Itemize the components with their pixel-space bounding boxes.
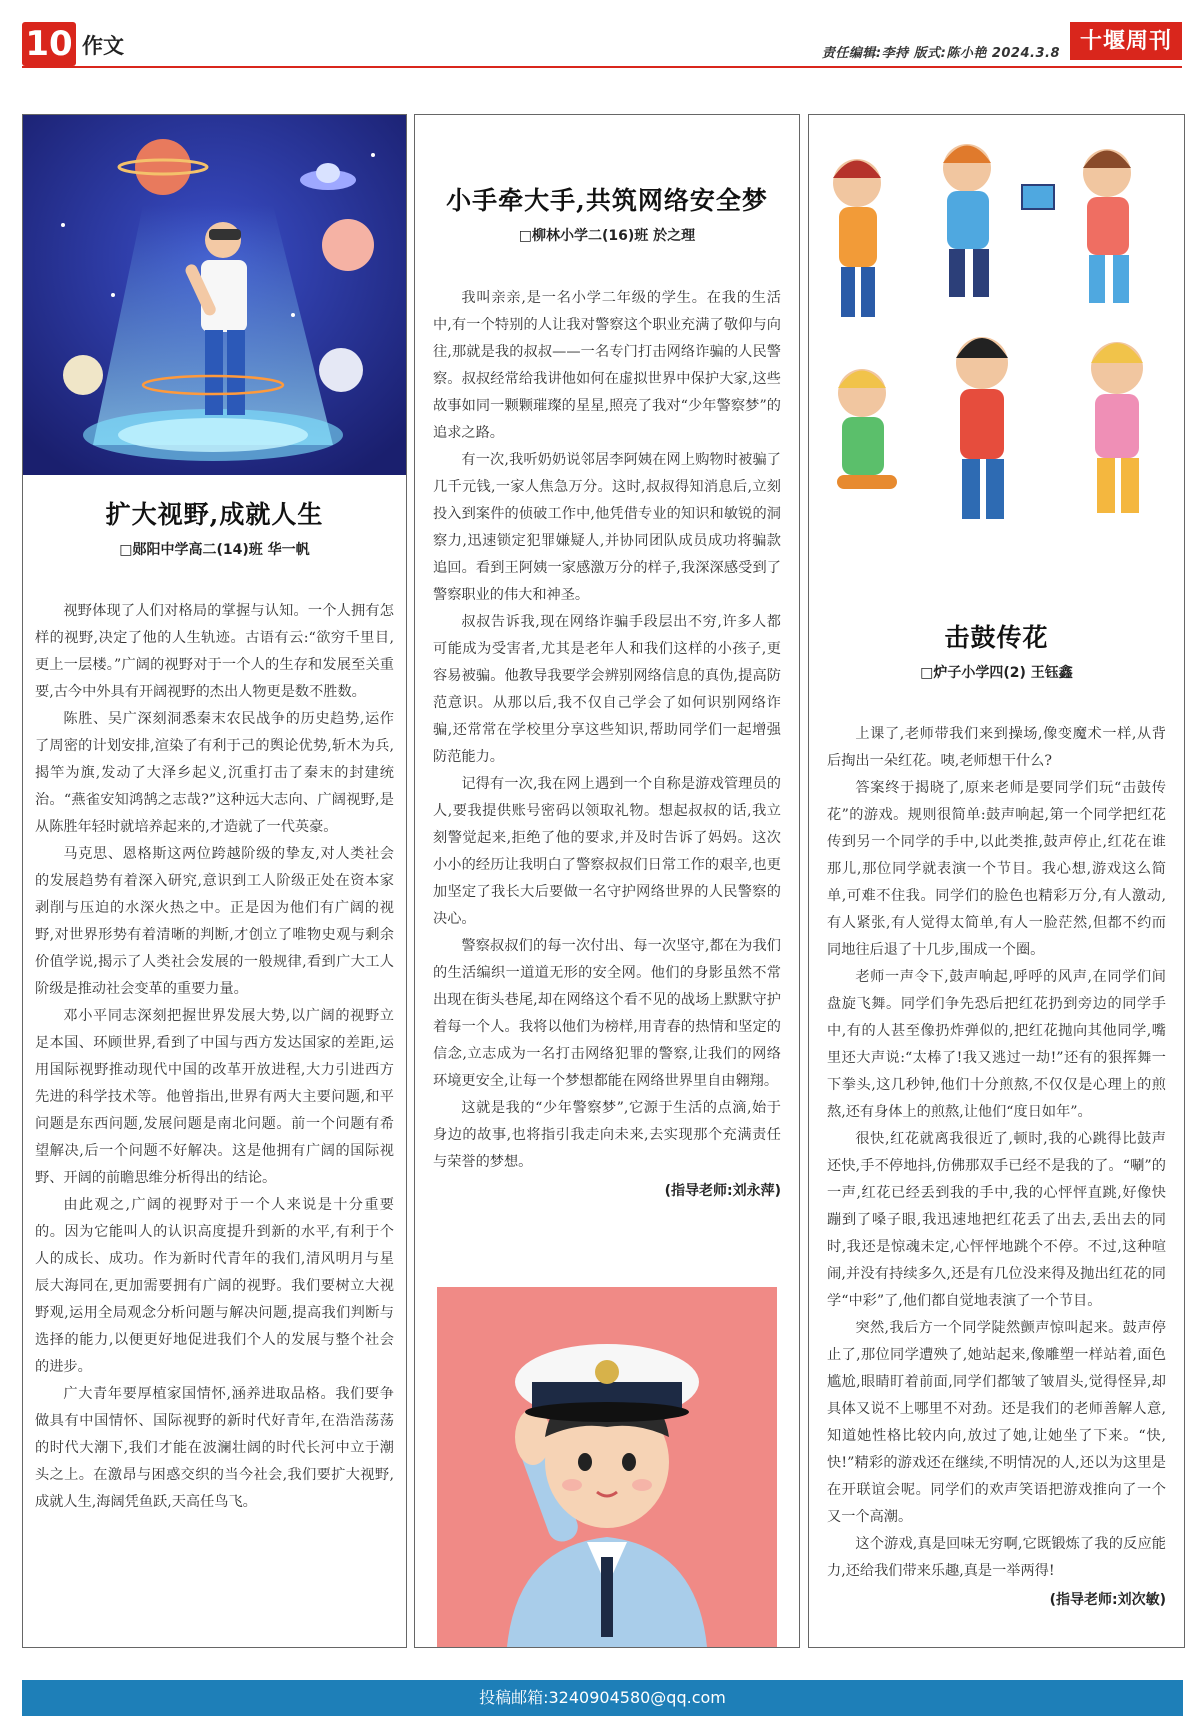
- article3-byline: □炉子小学四(2) 王钰鑫: [920, 665, 1073, 681]
- article-column-2: [414, 114, 800, 1648]
- article1-header: [23, 495, 406, 559]
- submission-email[interactable]: 投稿邮箱:3240904580@qq.com: [479, 1688, 726, 1707]
- article2-teacher: (指导老师:刘永萍): [664, 1183, 781, 1199]
- header-rule: [22, 66, 1182, 68]
- paragraph: 这个游戏,真是回味无穷啊,它既锻炼了我的反应能力,还给我们带来乐趣,真是一举两得!: [827, 1536, 1166, 1579]
- article1-title: 扩大视野,成就人生: [105, 500, 324, 529]
- paragraph: 警察叔叔们的每一次付出、每一次坚守,都在为我们的生活编织一道道无形的安全网。他们的身影虽然不常出现在街头巷尾,却在网络这个看不见的战场上默默守护着每一个人。我将以他们为榜样,用青春的热情和坚定的信念,立志成为一名打击网络犯罪的警察,让我们的网络环境更安全,让每一个梦想都能在网络世界里自由翱翔。: [433, 938, 781, 1089]
- children-game-illustration: [817, 123, 1175, 573]
- article2-body: [433, 285, 781, 1200]
- article2-title: 小手牵大手,共筑网络安全梦: [446, 186, 768, 215]
- paragraph: 我叫亲亲,是一名小学二年级的学生。在我的生活中,有一个特别的人让我对警察这个职业充满了敬仰与向往,那就是我的叔叔——一名专门打击网络诈骗的人民警察。叔叔经常给我讲他如何在虚拟世界中保护大家,这些故事如同一颗颗璀璨的星星,照亮了我对“少年警察梦”的追求之路。: [433, 290, 781, 441]
- article1-body: [35, 598, 394, 1516]
- article1-byline: □郧阳中学高二(14)班 华一帆: [119, 542, 310, 558]
- police-boy-illustration: [437, 1287, 777, 1647]
- article3-title: 击鼓传花: [944, 623, 1049, 652]
- paragraph: 这就是我的“少年警察梦”,它源于生活的点滴,始于身边的故事,也将指引我走向未来,去实现那个充满责任与荣誉的梦想。: [433, 1100, 781, 1170]
- paragraph: 答案终于揭晓了,原来老师是要同学们玩“击鼓传花”的游戏。规则很简单:鼓声响起,第一个同学把红花传到另一个同学的手中,以此类推,鼓声停止,红花在谁那儿,那位同学就表演一个节目。我心想,游戏这么简单,可难不住我。同学们的脸色也精彩万分,有人激动,有人紧张,有人觉得太简单,有人一脸茫然,但都不约而同地往后退了十几步,围成一个圈。: [827, 780, 1166, 958]
- paragraph: 记得有一次,我在网上遇到一个自称是游戏管理员的人,要我提供账号密码以领取礼物。想起叔叔的话,我立刻警觉起来,拒绝了他的要求,并及时告诉了妈妈。这次小小的经历让我明白了警察叔叔们日常工作的艰辛,也更加坚定了我长大后要做一名守护网络世界的人民警察的决心。: [433, 776, 781, 927]
- paragraph: 视野体现了人们对格局的掌握与认知。一个人拥有怎样的视野,决定了他的人生轨迹。古语有云:“欲穷千里目,更上一层楼。”广阔的视野对于一个人的生存和发展至关重要,古今中外具有开阔视野的杰出人物更是数不胜数。: [35, 603, 394, 700]
- article3-header: [809, 618, 1184, 682]
- paragraph: 陈胜、吴广深刻洞悉秦末农民战争的历史趋势,运作了周密的计划安排,渲染了有利于己的舆论优势,斩木为兵,揭竿为旗,发动了大泽乡起义,沉重打击了秦末的封建统治。“燕雀安知鸿鹄之志哉?”这种远大志向、广阔视野,是从陈胜年轻时就培养起来的,才造就了一代英豪。: [35, 711, 394, 835]
- section-label: 作文: [82, 34, 124, 58]
- footer-bar: [22, 1680, 1183, 1716]
- vr-boy-illustration: [23, 115, 406, 475]
- article2-byline: □柳林小学二(16)班 於之理: [518, 228, 696, 244]
- paragraph: 上课了,老师带我们来到操场,像变魔术一样,从背后掏出一朵红花。咦,老师想干什么?: [827, 726, 1166, 769]
- paragraph: 有一次,我听奶奶说邻居李阿姨在网上购物时被骗了几千元钱,一家人焦急万分。这时,叔叔得知消息后,立刻投入到案件的侦破工作中,他凭借专业的知识和敏锐的洞察力,迅速锁定犯罪嫌疑人,并协同团队成员成功将骗款追回。看到王阿姨一家感激万分的样子,我深深感受到了警察职业的伟大和神圣。: [433, 452, 781, 603]
- page-number: 10: [22, 22, 76, 66]
- paragraph: 邓小平同志深刻把握世界发展大势,以广阔的视野立足本国、环顾世界,看到了中国与西方发达国家的差距,运用国际视野推动现代中国的改革开放进程,大力引进西方先进的科学技术等。他曾指出,世界有两大主要问题,和平问题是东西问题,发展问题是南北问题。前一个问题有希望解决,后一个问题不好解决。这是他拥有广阔的国际视野、开阔的前瞻思维分析得出的结论。: [35, 1008, 394, 1186]
- article-column-1: [22, 114, 407, 1648]
- paragraph: 叔叔告诉我,现在网络诈骗手段层出不穷,许多人都可能成为受害者,尤其是老年人和我们这样的小孩子,更容易被骗。他教导我要学会辨别网络信息的真伪,提高防范意识。从那以后,我不仅自己学会了如何识别网络诈骗,还常常在学校里分享这些知识,帮助同学们一起增强防范能力。: [433, 614, 781, 765]
- paragraph: 马克思、恩格斯这两位跨越阶级的挚友,对人类社会的发展趋势有着深入研究,意识到工人阶级正处在资本家剥削与压迫的水深火热之中。正是因为他们有广阔的视野,对世界形势有着清晰的判断,才创立了唯物史观与剩余价值学说,揭示了人类社会发展的一般规律,看到广大工人阶级是推动社会变革的重要力量。: [35, 846, 394, 997]
- article-column-3: [808, 114, 1185, 1648]
- paragraph: 老师一声令下,鼓声响起,呼呼的风声,在同学们间盘旋飞舞。同学们争先恐后把红花扔到旁边的同学手中,有的人甚至像扔炸弹似的,把红花抛向其他同学,嘴里还大声说:“太棒了!我又逃过一劫!”还有的狠挥舞一下拳头,这几秒钟,他们十分煎熬,不仅仅是心理上的煎熬,还有身体上的煎熬,让他们“度日如年”。: [827, 969, 1166, 1120]
- paragraph: 很快,红花就离我很近了,顿时,我的心跳得比鼓声还快,手不停地抖,仿佛那双手已经不是我的了。“唰”的一声,红花已经丢到我的手中,我的心怦怦直跳,好像快蹦到了嗓子眼,我迅速地把红花丢了出去,丢出去的同时,我还是惊魂未定,心怦怦地跳个不停。不过,这种喧闹,并没有持续多久,还是有几位没来得及抛出红花的同学“中彩”了,他们都自觉地表演了一个节目。: [827, 1131, 1166, 1309]
- paragraph: 由此观之,广阔的视野对于一个人来说是十分重要的。因为它能叫人的认识高度提升到新的水平,有利于个人的成长、成功。作为新时代青年的我们,清风明月与星辰大海同在,更加需要拥有广阔的视野。我们要树立大视野观,运用全局观念分析问题与解决问题,提高我们判断与选择的能力,以便更好地促进我们个人的发展与整个社会的进步。: [35, 1197, 394, 1375]
- editor-credits: 责任编辑:李持 版式:陈小艳 2024.3.8: [821, 46, 1060, 61]
- paragraph: 突然,我后方一个同学陡然颤声惊叫起来。鼓声停止了,那位同学遭殃了,她站起来,像雕塑一样站着,面色尴尬,眼睛盯着前面,同学们都皱了皱眉头,觉得怪异,却具体又说不上哪里不对劲。还是我们的老师善解人意,知道她性格比较内向,放过了她,让她坐了下来。“快,快!”精彩的游戏还在继续,不明情况的人,还以为这里是在开联谊会呢。同学们的欢声笑语把游戏推向了一个又一个高潮。: [827, 1320, 1166, 1525]
- article3-body: [827, 721, 1166, 1609]
- article2-header: [415, 181, 799, 245]
- paragraph: 广大青年要厚植家国情怀,涵养进取品格。我们要争做具有中国情怀、国际视野的新时代好青年,在浩浩荡荡的时代大潮下,我们才能在波澜壮阔的时代长河中立于潮头之上。在激昂与困惑交织的当今社会,我们要扩大视野,成就人生,海阔凭鱼跃,天高任鸟飞。: [35, 1386, 394, 1510]
- page-header: [0, 0, 1200, 80]
- article3-teacher: (指导老师:刘次敏): [1049, 1592, 1166, 1608]
- masthead-logo: 十堰周刊: [1070, 22, 1182, 60]
